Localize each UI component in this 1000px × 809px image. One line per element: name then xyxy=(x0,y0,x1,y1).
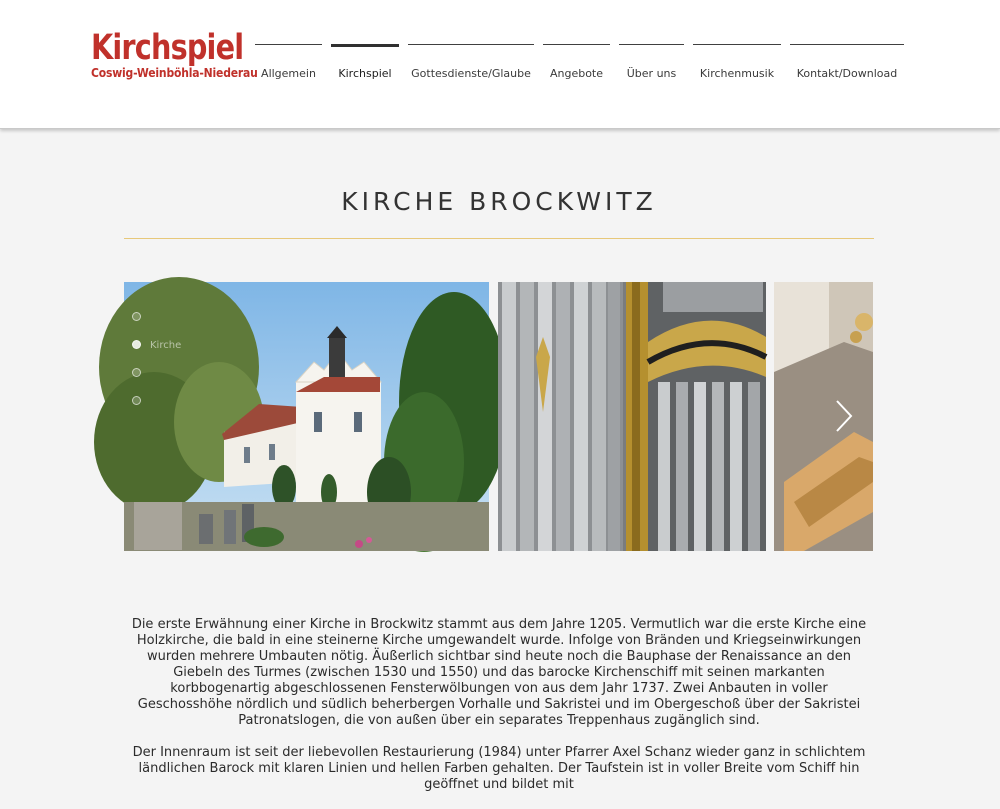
site-logo[interactable] xyxy=(91,29,277,80)
title-divider xyxy=(124,238,874,239)
page-title: KIRCHE BROCKWITZ xyxy=(341,187,657,216)
nav-label: Allgemein xyxy=(261,67,316,80)
nav-item-kontakt-download[interactable] xyxy=(790,44,904,84)
slider-dots xyxy=(132,312,141,424)
slider-dot-label: Kirche xyxy=(150,340,182,351)
site-header xyxy=(0,0,1000,129)
article-body xyxy=(124,617,874,809)
nav-item-kirchspiel[interactable] xyxy=(331,44,399,84)
nav-item-gottesdienste[interactable] xyxy=(408,44,534,84)
logo-subtitle: Coswig-Weinböhla-Niederau xyxy=(91,66,258,80)
gallery-photo-church-interior[interactable] xyxy=(774,282,873,551)
nav-item-kirchenmusik[interactable] xyxy=(693,44,781,84)
gallery-photo-organ-pipes[interactable] xyxy=(498,282,766,551)
slider-dot[interactable] xyxy=(132,368,141,377)
article-paragraph: Der Innenraum ist seit der liebevollen Restaurierung (1984) unter Pfarrer Axel Schanz wieder ganz in schlichtem ländlichen Barock mit klaren Linien und hellen Farben gehalten. Der Taufstein ist in voller Breite vom Schiff hin geöffnet und bildet mit xyxy=(132,745,866,792)
nav-label: Über uns xyxy=(626,67,677,80)
nav-label: Gottesdienste/Glaube xyxy=(411,67,531,80)
nav-item-angebote[interactable] xyxy=(543,44,610,84)
gallery-photo-church-exterior[interactable] xyxy=(124,282,489,551)
slider-dot[interactable] xyxy=(132,396,141,405)
chevron-right-icon[interactable] xyxy=(834,398,854,434)
nav-item-ueber-uns[interactable] xyxy=(619,44,684,84)
nav-item-allgemein[interactable] xyxy=(255,44,322,84)
photo-gallery xyxy=(124,282,873,551)
slider-dot-active[interactable] xyxy=(132,340,141,349)
slider-dot[interactable] xyxy=(132,312,141,321)
nav-label: Angebote xyxy=(549,67,604,80)
nav-label: Kirchenmusik xyxy=(699,67,775,80)
nav-label: Kirchspiel xyxy=(338,67,392,80)
nav-label: Kontakt/Download xyxy=(796,67,898,80)
logo-title: Kirchspiel xyxy=(91,28,244,68)
article-paragraph: Die erste Erwähnung einer Kirche in Brockwitz stammt aus dem Jahre 1205. Vermutlich war die erste Kirche eine Holzkirche, die bald in eine steinerne Kirche umgewandelt wurde. Infolge von Bränden und Kriegseinwirkungen wurden mehrere Umbauten nötig. Äußerlich sichtbar sind heute noch die Bauphase der Renaissance an den Giebeln des Turmes (zwischen 1530 und 1550) und das barocke Kirchenschiff mit seinen markanten korbbogenartig abgeschlossenen Fensterwölbungen von aus dem Jahr 1737. Zwei Anbauten in voller Geschosshöhe nördlich und südlich beherbergen Vorhalle und Sakristei und im Obergeschoß über der Sakristei Patronatslogen, die von außen über ein separates Treppenhaus zugänglich sind. xyxy=(131,617,867,728)
